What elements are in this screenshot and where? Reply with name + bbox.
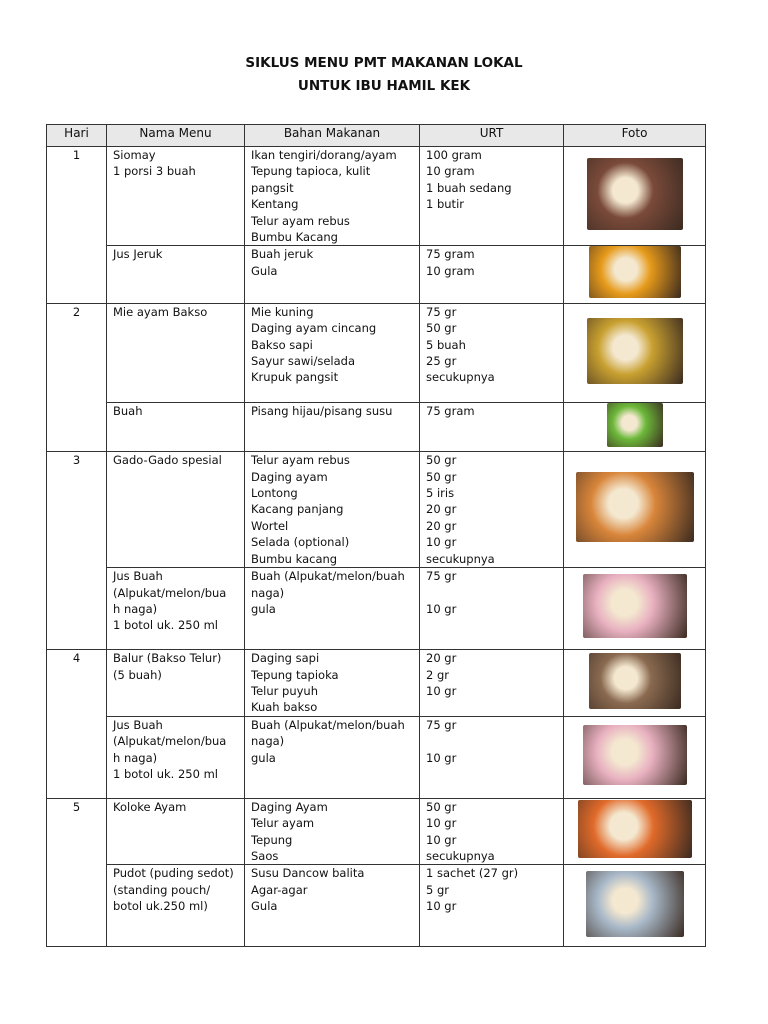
- urt-line: 10 gr: [426, 535, 457, 550]
- urt-line: 75 gr: [426, 717, 457, 732]
- header-bahan-makanan: Bahan Makanan: [245, 125, 420, 147]
- urt-line: 50 gr: [426, 469, 457, 484]
- cell-menu: [107, 402, 245, 451]
- menu-line: 1 porsi 3 buah: [113, 164, 196, 179]
- cell-foto: [564, 716, 706, 798]
- koloke-ayam-photo: [578, 800, 692, 858]
- mie-ayam-bakso-photo: [587, 318, 683, 384]
- cell-foto: [564, 650, 706, 717]
- juice-bottles-photo: [583, 725, 687, 785]
- cell-bahan: [245, 865, 420, 947]
- menu-line: 1 botol uk. 250 ml: [113, 618, 218, 633]
- cell-urt: [420, 452, 564, 568]
- cell-menu: [107, 452, 245, 568]
- bahan-line: Saos: [251, 848, 279, 863]
- menu-line: h naga): [113, 601, 158, 616]
- urt-line: 5 iris: [426, 486, 455, 501]
- bahan-line: Daging sapi: [251, 651, 320, 666]
- table-row: [47, 798, 706, 865]
- bahan-line: Mie kuning: [251, 304, 314, 319]
- urt-line: [426, 585, 563, 601]
- header-urt: URT: [420, 125, 564, 147]
- cell-urt: [420, 147, 564, 246]
- cell-menu: [107, 303, 245, 402]
- cell-bahan: [245, 246, 420, 303]
- menu-line: Koloke Ayam: [113, 799, 187, 814]
- bahan-line: Buah (Alpukat/melon/buah: [251, 569, 405, 584]
- bahan-line: Selada (optional): [251, 535, 350, 550]
- menu-line: (Alpukat/melon/bua: [113, 585, 227, 600]
- bahan-line: Susu Dancow balita: [251, 866, 365, 881]
- menu-line: Gado-Gado spesial: [113, 453, 222, 468]
- menu-line: Jus Buah: [113, 569, 163, 584]
- table-row: [47, 865, 706, 947]
- bahan-line: Buah jeruk: [251, 247, 314, 262]
- cell-menu: [107, 568, 245, 650]
- urt-line: 10 gr: [426, 899, 457, 914]
- bahan-line: naga): [251, 734, 285, 749]
- header-foto: Foto: [564, 125, 706, 147]
- header-hari: Hari: [47, 125, 107, 147]
- gado-gado-photo: [576, 472, 694, 542]
- cell-hari: 2: [47, 303, 107, 451]
- bahan-line: Gula: [251, 899, 278, 914]
- cell-menu: [107, 147, 245, 246]
- urt-line: 75 gram: [426, 403, 475, 418]
- cell-urt: [420, 402, 564, 451]
- cell-foto: [564, 568, 706, 650]
- urt-line: 5 buah: [426, 337, 466, 352]
- cell-urt: [420, 865, 564, 947]
- bahan-line: Daging Ayam: [251, 799, 328, 814]
- bahan-line: Krupuk pangsit: [251, 370, 339, 385]
- bahan-line: Tepung tapioca, kulit: [251, 164, 371, 179]
- menu-line: 1 botol uk. 250 ml: [113, 766, 218, 781]
- bahan-line: Buah (Alpukat/melon/buah: [251, 717, 405, 732]
- bahan-line: Agar-agar: [251, 882, 308, 897]
- cell-urt: [420, 798, 564, 865]
- bahan-line: Kentang: [251, 197, 299, 212]
- urt-line: [426, 733, 563, 749]
- menu-line: Siomay: [113, 148, 156, 162]
- urt-line: 1 buah sedang: [426, 180, 512, 195]
- cell-foto: [564, 452, 706, 568]
- urt-line: 20 gr: [426, 651, 457, 666]
- bahan-line: Wortel: [251, 518, 289, 533]
- bahan-line: Telur puyuh: [251, 683, 318, 698]
- cell-bahan: [245, 650, 420, 717]
- table-row: [47, 716, 706, 798]
- cell-hari: 4: [47, 650, 107, 799]
- urt-line: secukupnya: [426, 848, 495, 863]
- menu-line: Buah: [113, 403, 143, 418]
- banana-photo: [607, 403, 663, 447]
- urt-line: 2 gr: [426, 667, 449, 682]
- bahan-line: Lontong: [251, 486, 298, 501]
- juice-bottles-photo: [583, 574, 687, 638]
- bahan-line: Kuah bakso: [251, 700, 318, 715]
- urt-line: 10 gram: [426, 263, 475, 278]
- cell-urt: [420, 650, 564, 717]
- urt-line: 10 gr: [426, 816, 457, 831]
- cell-bahan: [245, 303, 420, 402]
- bahan-line: gula: [251, 601, 276, 616]
- urt-line: 20 gr: [426, 518, 457, 533]
- cell-foto: [564, 147, 706, 246]
- cell-foto: [564, 246, 706, 303]
- bahan-line: Kacang panjang: [251, 502, 344, 517]
- urt-line: 50 gr: [426, 453, 457, 468]
- urt-line: 10 gram: [426, 164, 475, 179]
- cell-hari: 1: [47, 147, 107, 304]
- urt-line: 10 gr: [426, 750, 457, 765]
- menu-line: botol uk.250 ml): [113, 899, 208, 914]
- pudding-pouch-photo: [586, 871, 684, 937]
- bahan-line: pangsit: [251, 180, 294, 195]
- table-body: [47, 147, 706, 947]
- cell-menu: [107, 798, 245, 865]
- bahan-line: Bumbu kacang: [251, 551, 338, 566]
- cell-bahan: [245, 798, 420, 865]
- cell-foto: [564, 303, 706, 402]
- bakso-telur-photo: [589, 653, 681, 709]
- urt-line: 1 sachet (27 gr): [426, 866, 519, 881]
- cell-urt: [420, 568, 564, 650]
- cell-bahan: [245, 452, 420, 568]
- cell-foto: [564, 798, 706, 865]
- cell-menu: [107, 246, 245, 303]
- menu-line: Jus Jeruk: [113, 247, 163, 262]
- menu-line: Balur (Bakso Telur): [113, 651, 222, 666]
- table-row: [47, 147, 706, 246]
- cell-bahan: [245, 402, 420, 451]
- menu-line: (standing pouch/: [113, 882, 211, 897]
- bahan-line: Tepung: [251, 832, 293, 847]
- urt-line: 10 gr: [426, 683, 457, 698]
- bahan-line: Daging ayam cincang: [251, 321, 377, 336]
- urt-line: 75 gr: [426, 569, 457, 584]
- bahan-line: Telur ayam rebus: [251, 213, 350, 228]
- urt-line: 100 gram: [426, 148, 482, 162]
- cell-menu: [107, 650, 245, 717]
- cell-bahan: [245, 147, 420, 246]
- cell-foto: [564, 865, 706, 947]
- cell-bahan: [245, 716, 420, 798]
- menu-line: Mie ayam Bakso: [113, 304, 208, 319]
- header-nama-menu: Nama Menu: [107, 125, 245, 147]
- urt-line: 25 gr: [426, 354, 457, 369]
- menu-line: h naga): [113, 750, 158, 765]
- urt-line: secukupnya: [426, 370, 495, 385]
- cell-bahan: [245, 568, 420, 650]
- document-title: SIKLUS MENU PMT MAKANAN LOKAL: [245, 55, 523, 71]
- cell-urt: [420, 303, 564, 402]
- table-row: [47, 402, 706, 451]
- cell-urt: [420, 246, 564, 303]
- bahan-line: Tepung tapioka: [251, 667, 339, 682]
- urt-line: 20 gr: [426, 502, 457, 517]
- menu-line: (Alpukat/melon/bua: [113, 734, 227, 749]
- menu-line: Pudot (puding sedot): [113, 866, 234, 881]
- table-row: [47, 246, 706, 303]
- bahan-line: Daging ayam: [251, 469, 328, 484]
- bahan-line: Gula: [251, 263, 278, 278]
- document-subtitle: UNTUK IBU HAMIL KEK: [297, 78, 471, 94]
- bahan-line: Telur ayam: [251, 816, 315, 831]
- menu-line: Jus Buah: [113, 717, 163, 732]
- bahan-line: Ikan tengiri/dorang/ayam: [251, 148, 397, 162]
- urt-line: 50 gr: [426, 321, 457, 336]
- urt-line: 1 butir: [426, 197, 464, 212]
- urt-line: secukupnya: [426, 551, 495, 566]
- siomay-photo: [587, 158, 683, 230]
- cell-hari: 5: [47, 798, 107, 947]
- table-row: [47, 303, 706, 402]
- cell-foto: [564, 402, 706, 451]
- bahan-line: Bumbu Kacang: [251, 230, 338, 245]
- menu-line: (5 buah): [113, 667, 162, 682]
- urt-line: 5 gr: [426, 882, 449, 897]
- bahan-line: Sayur sawi/selada: [251, 354, 355, 369]
- urt-line: 75 gr: [426, 304, 457, 319]
- urt-line: 10 gr: [426, 601, 457, 616]
- table-row: [47, 650, 706, 717]
- bahan-line: Bakso sapi: [251, 337, 313, 352]
- table-row: [47, 568, 706, 650]
- orange-juice-photo: [589, 246, 681, 298]
- bahan-line: gula: [251, 750, 276, 765]
- cell-menu: [107, 716, 245, 798]
- bahan-line: Pisang hijau/pisang susu: [251, 403, 393, 418]
- urt-line: 10 gr: [426, 832, 457, 847]
- bahan-line: Telur ayam rebus: [251, 453, 350, 468]
- urt-line: 75 gram: [426, 247, 475, 262]
- cell-menu: [107, 865, 245, 947]
- urt-line: 50 gr: [426, 799, 457, 814]
- table-row: [47, 452, 706, 568]
- cell-urt: [420, 716, 564, 798]
- menu-table: [46, 124, 706, 947]
- bahan-line: naga): [251, 585, 285, 600]
- table-header-row: [47, 125, 706, 147]
- cell-hari: 3: [47, 452, 107, 650]
